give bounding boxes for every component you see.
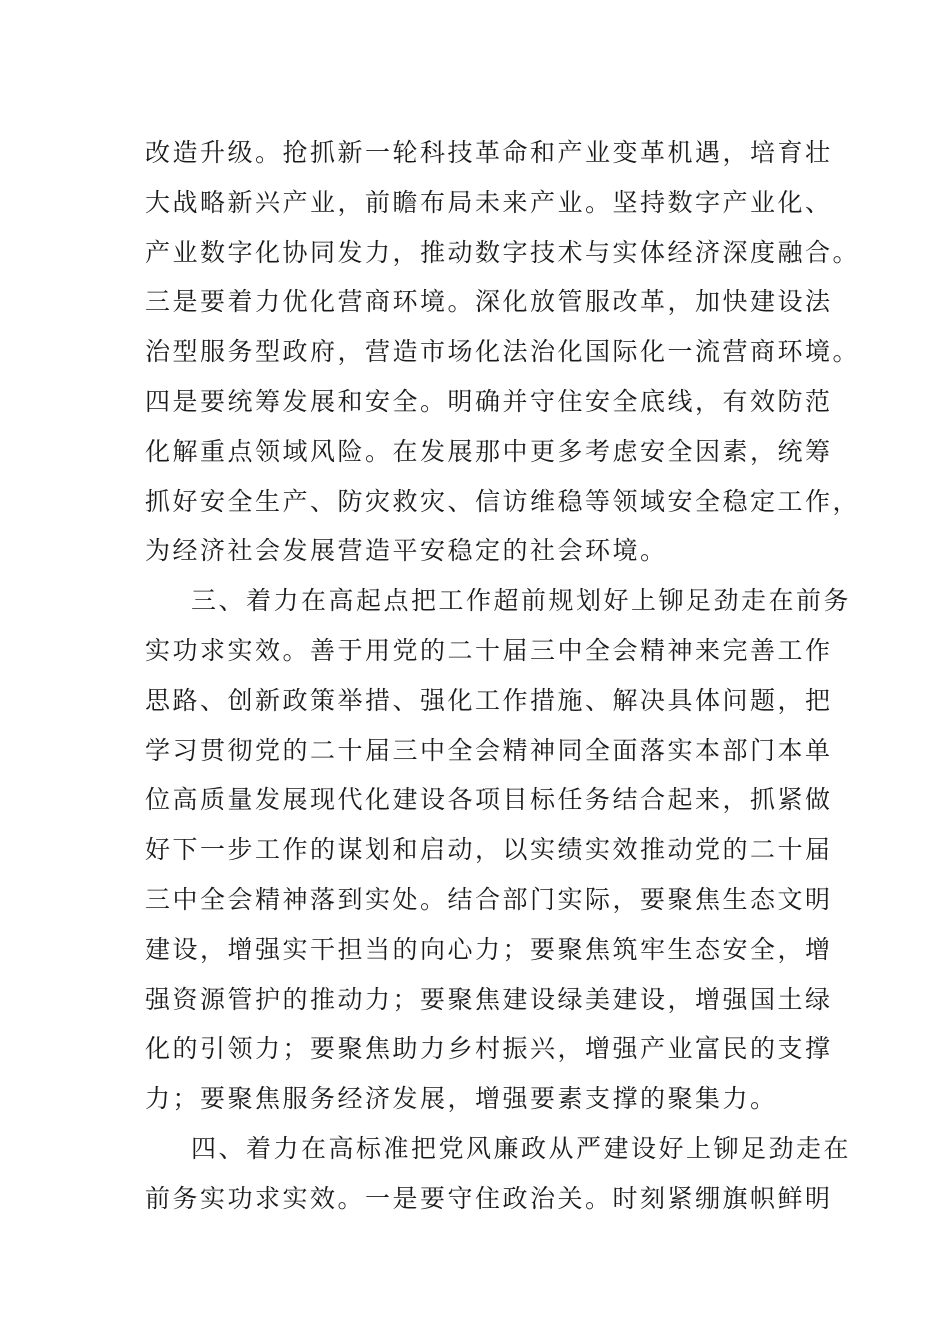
text-line: 三中全会精神落到实处。结合部门实际，要聚焦生态文明: [145, 884, 833, 914]
text-line: 建设，增强实干担当的向心力；要聚焦筑牢生态安全，增: [145, 934, 833, 964]
text-line: 抓好安全生产、防灾救灾、信访维稳等领域安全稳定工作，: [145, 486, 861, 516]
text-line: 改造升级。抢抓新一轮科技革命和产业变革机遇，培育壮: [145, 138, 833, 167]
text-line: 好下一步工作的谋划和启动，以实绩实效推动党的二十届: [145, 835, 833, 865]
text-line: 强资源管护的推动力；要聚焦建设绿美建设，增强国土绿: [145, 984, 833, 1014]
text-line: 位高质量发展现代化建设各项目标任务结合起来，抓紧做: [145, 785, 833, 815]
text-line: 前务实功求实效。一是要守住政治关。时刻紧绷旗帜鲜明: [145, 1183, 833, 1213]
text-line: 大战略新兴产业，前瞻布局未来产业。坚持数字产业化、: [145, 187, 833, 217]
text-line: 四是要统筹发展和安全。明确并守住安全底线，有效防范: [145, 386, 833, 416]
section-heading-line: 三、着力在高起点把工作超前规划好上铆足劲走在前务: [191, 586, 852, 616]
text-line: 学习贯彻党的二十届三中全会精神同全面落实本部门本单: [145, 735, 833, 765]
text-line: 为经济社会发展营造平安稳定的社会环境。: [145, 536, 668, 566]
text-line: 化的引领力；要聚焦助力乡村振兴，增强产业富民的支撑: [145, 1034, 833, 1064]
body-text: [145, 128, 861, 1224]
text-line: 力；要聚焦服务经济发展，增强要素支撑的聚集力。: [145, 1084, 778, 1114]
text-line: 治型服务型政府，营造市场化法治化国际化一流营商环境。: [145, 337, 861, 367]
text-line: 实功求实效。善于用党的二十届三中全会精神来完善工作: [145, 635, 833, 665]
text-line: 三是要着力优化营商环境。深化放管服改革，加快建设法: [145, 287, 833, 317]
text-line: 产业数字化协同发力，推动数字技术与实体经济深度融合。: [145, 237, 861, 267]
section-heading-line: 四、着力在高标准把党风廉政从严建设好上铆足劲走在: [191, 1133, 852, 1163]
text-line: 思路、创新政策举措、强化工作措施、解决具体问题，把: [145, 685, 833, 715]
text-line: 化解重点领域风险。在发展那中更多考虑安全因素，统筹: [145, 436, 833, 466]
